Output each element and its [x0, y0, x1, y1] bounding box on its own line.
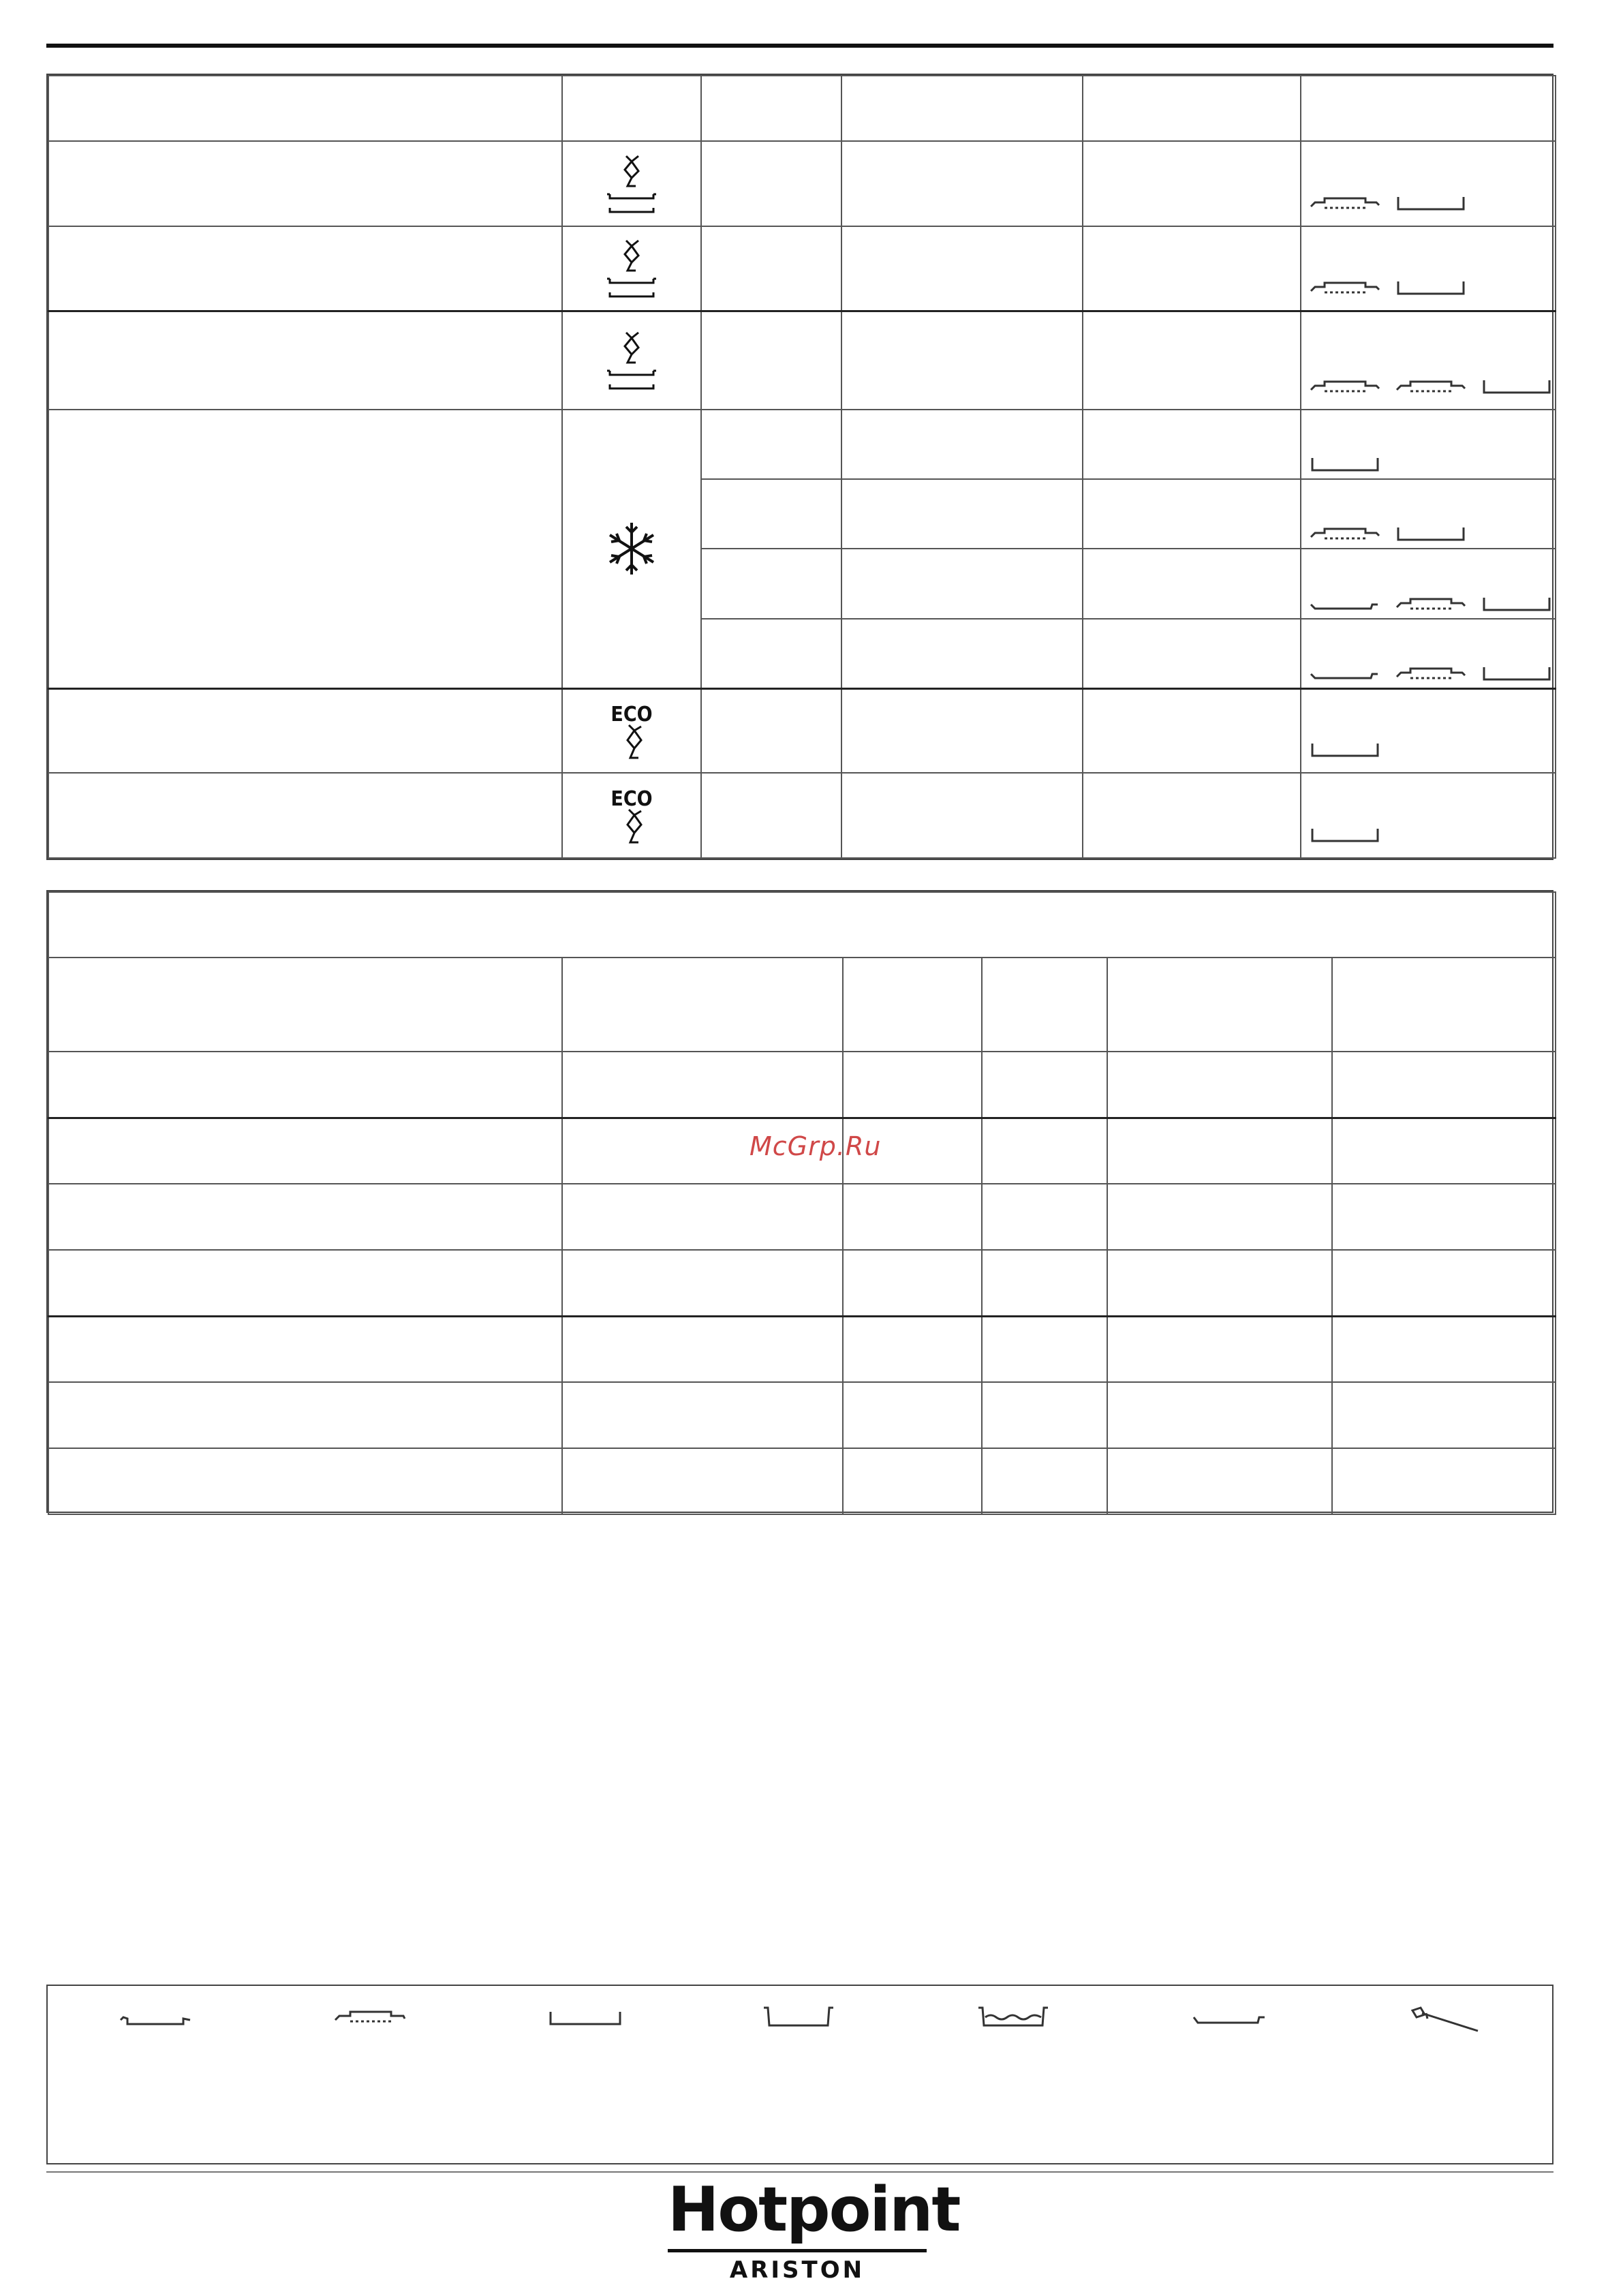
data-cell: [562, 1052, 843, 1118]
eco-text: ECO: [610, 702, 653, 726]
temp-cell: [841, 549, 1083, 618]
data-cell: [843, 1250, 982, 1316]
data-cell: [1107, 1448, 1332, 1514]
header-cell: [1083, 76, 1301, 141]
level-cell: [701, 619, 841, 688]
data-cell: [982, 1052, 1107, 1118]
table-row: [48, 1316, 1556, 1382]
level-cell: [701, 549, 841, 618]
table-row: [48, 1382, 1556, 1448]
header-cell: [1107, 958, 1332, 1052]
data-cell: [1107, 1382, 1332, 1448]
snowflake-icon: [607, 520, 656, 577]
eco-fan-icon: [604, 785, 659, 846]
recipe-cell: [48, 688, 562, 773]
data-cell: [1332, 1052, 1556, 1118]
table-row: [48, 688, 1556, 773]
header-cell: [1301, 76, 1556, 141]
legend-item: [478, 2005, 692, 2035]
recipe-cell: [48, 1316, 562, 1382]
table-row: [48, 1052, 1556, 1118]
data-cell: [843, 1184, 982, 1250]
data-cell: [562, 1448, 843, 1514]
level-cell: [701, 410, 841, 479]
cooking-table-2: [46, 890, 1554, 1513]
drip-tray-icon: [1310, 827, 1380, 842]
accessories-cell: [1301, 773, 1556, 858]
recipe-cell: [48, 141, 562, 226]
table-row: [48, 141, 1556, 226]
data-cell: [1332, 1382, 1556, 1448]
deep-pan-icon: [762, 2005, 837, 2028]
recipe-cell: [48, 1052, 562, 1118]
accessories-cell: [1301, 410, 1556, 479]
legend-item: [262, 2005, 477, 2035]
table2-title-cell: [48, 892, 1556, 958]
accessories-cell: [1301, 226, 1556, 311]
wire-shelf-icon: [1310, 280, 1380, 295]
accessories-cell: [1301, 141, 1556, 226]
time-cell: [1083, 549, 1301, 618]
header-cell: [562, 76, 701, 141]
brand-logo: [668, 2173, 960, 2284]
data-cell: [982, 1118, 1107, 1184]
recipe-cell: [48, 1382, 562, 1448]
data-cell: [982, 1382, 1107, 1448]
water-pan-icon: [977, 2005, 1052, 2028]
data-cell: [982, 1448, 1107, 1514]
temp-cell: [841, 410, 1083, 479]
top-rule: [46, 44, 1554, 48]
data-cell: [1332, 1118, 1556, 1184]
drip-tray-icon: [1481, 596, 1552, 611]
table-row: [48, 410, 1556, 479]
level-cell: [701, 311, 841, 410]
accessories-cell: [1301, 688, 1556, 773]
time-cell: [1083, 773, 1301, 858]
data-cell: [562, 1316, 843, 1382]
function-cell: [562, 311, 701, 410]
data-cell: [1332, 1250, 1556, 1316]
data-cell: [562, 1250, 843, 1316]
fan-bake-icon: [604, 330, 659, 391]
recipe-cell: [48, 1184, 562, 1250]
shallow-pan-icon: [1310, 596, 1380, 611]
time-cell: [1083, 688, 1301, 773]
data-cell: [982, 1184, 1107, 1250]
function-cell: [562, 410, 701, 688]
accessories-cell: [1301, 549, 1556, 618]
header-cell: [982, 958, 1107, 1052]
cooking-table-1: [46, 74, 1554, 860]
table-row: [48, 226, 1556, 311]
eco-fan-icon: [604, 701, 659, 762]
data-cell: [1107, 1184, 1332, 1250]
header-cell: [701, 76, 841, 141]
level-cell: [701, 479, 841, 549]
legend-item: [1122, 2005, 1337, 2035]
data-cell: [982, 1316, 1107, 1382]
drip-tray-icon: [548, 2005, 623, 2028]
data-cell: [1332, 1316, 1556, 1382]
header-cell: [1332, 958, 1556, 1052]
level-cell: [701, 226, 841, 311]
header-cell: [843, 958, 982, 1052]
table2-header-row: [48, 958, 1556, 1052]
baking-tray-icon: [333, 2005, 407, 2028]
header-cell: [841, 76, 1083, 141]
legend-item: [48, 2005, 262, 2035]
time-cell: [1083, 619, 1301, 688]
data-cell: [982, 1250, 1107, 1316]
temp-cell: [841, 773, 1083, 858]
level-cell: [701, 141, 841, 226]
accessories-cell: [1301, 479, 1556, 549]
recipe-cell: [48, 1118, 562, 1184]
drip-tray-icon: [1395, 526, 1466, 541]
drip-tray-icon: [1481, 379, 1552, 394]
meat-probe-icon: [1407, 2005, 1482, 2035]
wire-shelf-icon: [1395, 666, 1466, 681]
level-cell: [701, 773, 841, 858]
header-cell: [48, 958, 562, 1052]
drip-tray-icon: [1310, 457, 1380, 472]
table1-header-row: [48, 76, 1556, 141]
legend-item: [1338, 2005, 1552, 2035]
time-cell: [1083, 311, 1301, 410]
level-cell: [701, 688, 841, 773]
recipe-cell: [48, 226, 562, 311]
accessories-cell: [1301, 619, 1556, 688]
wire-shelf-icon: [1310, 526, 1380, 541]
brand-name: Hotpoint: [668, 2174, 960, 2246]
data-cell: [843, 1448, 982, 1514]
data-cell: [1332, 1448, 1556, 1514]
fan-bake-icon: [604, 238, 659, 299]
wire-shelf-icon: [118, 2005, 193, 2028]
table2-title-row: [48, 892, 1556, 958]
eco-text: ECO: [610, 786, 653, 811]
data-cell: [1107, 1250, 1332, 1316]
temp-cell: [841, 311, 1083, 410]
temp-cell: [841, 688, 1083, 773]
recipe-cell: [48, 1250, 562, 1316]
function-cell: [562, 226, 701, 311]
recipe-cell: [48, 311, 562, 410]
data-cell: [562, 1382, 843, 1448]
temp-cell: [841, 479, 1083, 549]
time-cell: [1083, 141, 1301, 226]
table-row: [48, 311, 1556, 410]
table-row: [48, 1184, 1556, 1250]
header-cell: [562, 958, 843, 1052]
recipe-cell: [48, 410, 562, 688]
time-cell: [1083, 410, 1301, 479]
header-cell: [48, 76, 562, 141]
drip-tray-icon: [1310, 742, 1380, 757]
table-row: [48, 773, 1556, 858]
data-cell: [1107, 1052, 1332, 1118]
shallow-pan-icon: [1192, 2005, 1267, 2028]
function-cell: [562, 688, 701, 773]
data-cell: [843, 1316, 982, 1382]
recipe-cell: [48, 1448, 562, 1514]
time-cell: [1083, 479, 1301, 549]
brand-sub: ARISTON: [729, 2256, 865, 2284]
data-cell: [1107, 1118, 1332, 1184]
accessories-legend: [46, 1985, 1554, 2164]
wire-shelf-icon: [1395, 379, 1466, 394]
time-cell: [1083, 226, 1301, 311]
shallow-pan-icon: [1310, 666, 1380, 681]
accessories-cell: [1301, 311, 1556, 410]
data-cell: [562, 1184, 843, 1250]
legend-item: [692, 2005, 907, 2035]
temp-cell: [841, 226, 1083, 311]
wire-shelf-icon: [1395, 596, 1466, 611]
drip-tray-icon: [1481, 666, 1552, 681]
function-cell: [562, 141, 701, 226]
data-cell: [843, 1052, 982, 1118]
function-cell: [562, 773, 701, 858]
table-row: [48, 1448, 1556, 1514]
temp-cell: [841, 141, 1083, 226]
data-cell: [1332, 1184, 1556, 1250]
temp-cell: [841, 619, 1083, 688]
brand-divider: [668, 2249, 927, 2252]
legend-item: [908, 2005, 1122, 2035]
drip-tray-icon: [1395, 196, 1466, 211]
wire-shelf-icon: [1310, 196, 1380, 211]
recipe-cell: [48, 773, 562, 858]
data-cell: [1107, 1316, 1332, 1382]
fan-bake-icon: [604, 153, 659, 215]
table-row: [48, 1250, 1556, 1316]
data-cell: [843, 1382, 982, 1448]
wire-shelf-icon: [1310, 379, 1380, 394]
watermark: McGrp.Ru: [749, 1131, 882, 1161]
drip-tray-icon: [1395, 280, 1466, 295]
